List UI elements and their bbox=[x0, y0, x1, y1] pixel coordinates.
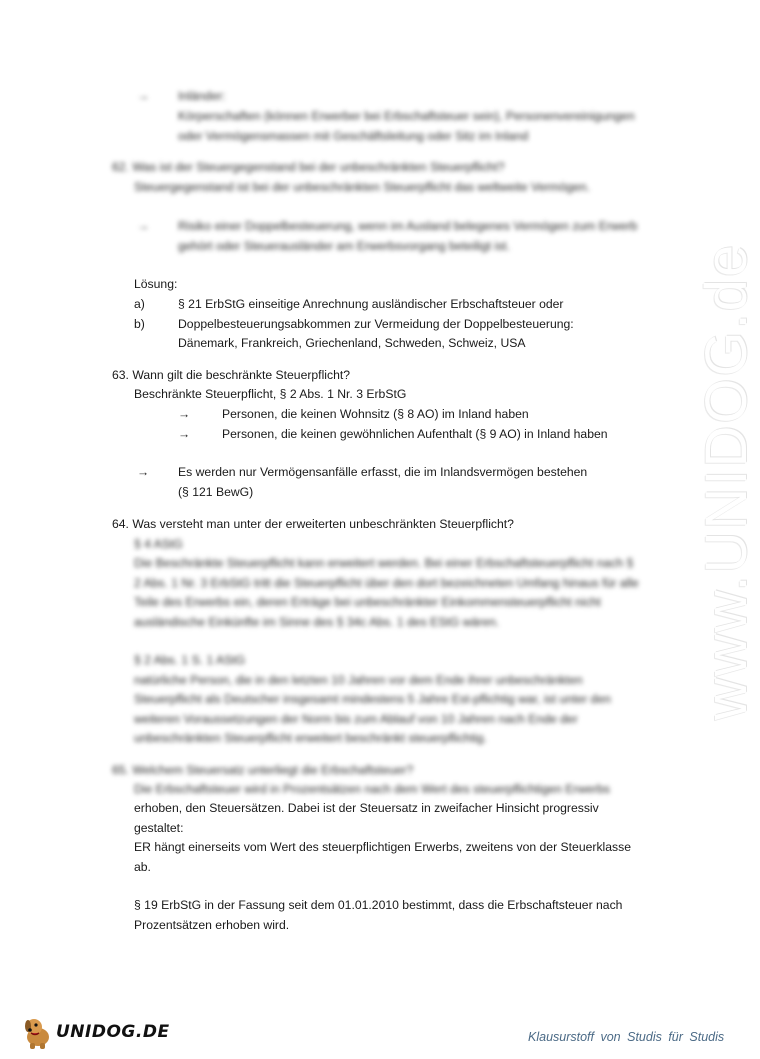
list-item-continuation: Dänemark, Frankreich, Griechenland, Schweden, Schweiz, USA bbox=[178, 336, 526, 350]
blurred-text: unbeschränkten Steuerpflicht erweitert beschränkt steuerpflichtig. bbox=[134, 731, 487, 745]
list-item: Doppelbesteuerungsabkommen zur Vermeidung der Doppelbesteuerung: bbox=[178, 317, 574, 331]
note-text: Es werden nur Vermögensanfälle erfasst, die im Inlandsvermögen bestehen bbox=[178, 465, 588, 479]
blurred-text: oder Vermögensmassen mit Geschäftsleitung oder Sitz im Inland bbox=[178, 129, 529, 143]
answer-text: erhoben, den Steuersätzen. Dabei ist der Steuersatz in zweifacher Hinsicht progressiv bbox=[134, 801, 599, 815]
blurred-text: 2 Abs. 1 Nr. 3 ErbStG tritt die Steuerpflicht über den dort bezeichneten Umfang hinaus für alle bbox=[134, 576, 639, 590]
answer-text: ab. bbox=[134, 860, 151, 874]
arrow-icon: → bbox=[137, 219, 150, 233]
footer-tagline: Klausurstoff von Studis für Studis bbox=[528, 1030, 725, 1044]
blurred-question: 62. Was ist der Steuergegenstand bei der unbeschränkten Steuerpflicht? bbox=[112, 160, 505, 174]
arrow-icon: → bbox=[137, 89, 150, 103]
blurred-text: weiteren Voraussetzungen der Norm bis zum Ablauf von 10 Jahren nach Ende der bbox=[134, 712, 578, 726]
answer-text: Prozentsätzen erhoben wird. bbox=[134, 918, 290, 932]
arrow-icon: → bbox=[178, 427, 191, 441]
list-marker: b) bbox=[134, 317, 145, 331]
question-64: 64. Was versteht man unter der erweiterten unbeschränkten Steuerpflicht? bbox=[112, 517, 514, 531]
blurred-text: Risiko einer Doppelbesteuerung, wenn im Ausland belegenes Vermögen zum Erwerb bbox=[178, 219, 638, 233]
blurred-text: Steuergegenstand ist bei der unbeschränkten Steuerpflicht das weltweite Vermögen. bbox=[134, 180, 590, 194]
blurred-text: § 4 AStG bbox=[134, 537, 183, 551]
bullet-text: Personen, die keinen gewöhnlichen Aufenthalt (§ 9 AO) in Inland haben bbox=[222, 427, 608, 441]
bullet-text: Personen, die keinen Wohnsitz (§ 8 AO) im Inland haben bbox=[222, 407, 529, 421]
blurred-text: Steuerpflicht als Deutscher insgesamt mindestens 5 Jahre Est-pflichtig war, ist unter den bbox=[134, 692, 611, 706]
blurred-text: ausländische Einkünfte im Sinne des § 34c Abs. 1 des EStG wären. bbox=[134, 615, 500, 629]
question-63: 63. Wann gilt die beschränkte Steuerpflicht? bbox=[112, 368, 351, 382]
blurred-text: Die Erbschaftsteuer wird in Prozentsätzen nach dem Wert des steuerpflichtigen Erwerbs bbox=[134, 782, 610, 796]
arrow-icon: → bbox=[137, 465, 150, 479]
solution-label: Lösung: bbox=[134, 277, 178, 291]
watermark: www.UNIDOG.de bbox=[694, 242, 759, 720]
blurred-text: gehört oder Steuerausländer am Erwerbsvorgang beteiligt ist. bbox=[178, 239, 510, 253]
blurred-text: Inländer: bbox=[178, 89, 226, 103]
logo-text: UNIDOG.DE bbox=[56, 1022, 170, 1042]
arrow-icon: → bbox=[178, 407, 191, 421]
note-text: (§ 121 BewG) bbox=[178, 485, 254, 499]
blurred-text: Die Beschränkte Steuerpflicht kann erweitert werden. Bei einer Erbschaftsteuerpflicht nach § bbox=[134, 556, 634, 570]
blurred-text: Teile des Erwerbs ein, deren Erträge bei unbeschränkter Einkommensteuerpflicht nicht bbox=[134, 595, 601, 609]
blurred-question: 65. Welchem Steuersatz unterliegt die Erbschaftsteuer? bbox=[112, 763, 414, 777]
unidog-logo[interactable] bbox=[22, 1012, 170, 1052]
blurred-text: Körperschaften (können Erwerber bei Erbschaftsteuer sein), Personenvereinigungen bbox=[178, 109, 635, 123]
answer-text: § 19 ErbStG in der Fassung seit dem 01.01.2010 bestimmt, dass die Erbschaftsteuer nach bbox=[134, 898, 623, 912]
blurred-text: natürliche Person, die in den letzten 10 Jahren vor dem Ende ihrer unbeschränkten bbox=[134, 673, 583, 687]
answer-text: Beschränkte Steuerpflicht, § 2 Abs. 1 Nr. 3 ErbStG bbox=[134, 387, 407, 401]
blurred-text: § 2 Abs. 1 S. 1 AStG bbox=[134, 653, 246, 667]
answer-text: gestaltet: bbox=[134, 821, 184, 835]
list-item: § 21 ErbStG einseitige Anrechnung ausländischer Erbschaftsteuer oder bbox=[178, 297, 564, 311]
list-marker: a) bbox=[134, 297, 145, 311]
answer-text: ER hängt einerseits vom Wert des steuerpflichtigen Erwerbs, zweitens von der Steuerklasse bbox=[134, 840, 631, 854]
